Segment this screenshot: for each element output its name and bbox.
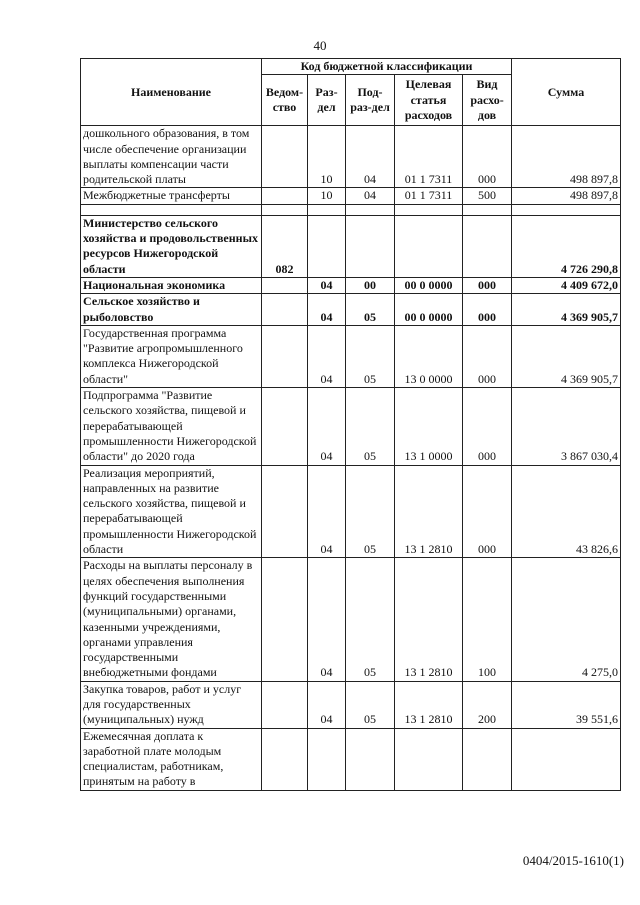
row-podrazdel: 05 (346, 325, 395, 387)
table-row (81, 188, 621, 204)
row-razdel: 04 (308, 325, 346, 387)
row-ved (262, 558, 308, 681)
row-celevaya: 01 1 7311 (395, 126, 463, 188)
row-vid: 000 (463, 325, 512, 387)
row-sum: 4 409 672,0 (512, 277, 621, 293)
row-sum: 4 369 905,7 (512, 325, 621, 387)
row-vid: 500 (463, 188, 512, 204)
row-ved (262, 325, 308, 387)
row-ved (262, 388, 308, 465)
row-name: Закупка товаров, работ и услуг для государственных (муниципальных) нужд (81, 681, 262, 728)
row-ved (262, 465, 308, 558)
header-razdel: Раз-дел (308, 75, 346, 126)
row-vid: 000 (463, 465, 512, 558)
row-razdel: 04 (308, 681, 346, 728)
header-celevaya: Целевая статья расходов (395, 75, 463, 126)
row-celevaya: 13 1 0000 (395, 388, 463, 465)
row-name: Государственная программа "Развитие агропромышленного комплекса Нижегородской области" (81, 325, 262, 387)
header-vid: Вид расхо-дов (463, 75, 512, 126)
row-ved (262, 294, 308, 326)
row-name: Реализация мероприятий, направленных на развитие сельского хозяйства, пищевой и перерабатывающей промышленности Нижегородской области (81, 465, 262, 558)
row-sum: 39 551,6 (512, 681, 621, 728)
row-celevaya (395, 728, 463, 790)
row-celevaya: 13 0 0000 (395, 325, 463, 387)
header-name: Наименование (81, 59, 262, 126)
header-row-top (81, 59, 621, 75)
row-razdel: 04 (308, 558, 346, 681)
row-name: Ежемесячная доплата к заработной плате молодым специалистам, работникам, принятым на работу в (81, 728, 262, 790)
row-ved: 082 (262, 215, 308, 277)
header-sum: Сумма (512, 59, 621, 126)
row-sum: 498 897,8 (512, 126, 621, 188)
row-name: Национальная экономика (81, 277, 262, 293)
row-ved (262, 728, 308, 790)
table-row (81, 681, 621, 728)
row-vid: 000 (463, 388, 512, 465)
row-vid: 000 (463, 294, 512, 326)
row-podrazdel: 04 (346, 188, 395, 204)
row-vid: 000 (463, 126, 512, 188)
row-podrazdel: 05 (346, 465, 395, 558)
page-number: 40 (313, 38, 327, 53)
row-sum: 4 726 290,8 (512, 215, 621, 277)
row-razdel: 04 (308, 388, 346, 465)
row-podrazdel: 00 (346, 277, 395, 293)
row-name: Сельское хозяйство и рыболовство (81, 294, 262, 326)
row-podrazdel (346, 728, 395, 790)
row-ved (262, 681, 308, 728)
row-sum: 43 826,6 (512, 465, 621, 558)
row-vid (463, 215, 512, 277)
row-name: дошкольного образования, в том числе обеспечение организации выплаты компенсации части родительской платы (81, 126, 262, 188)
header-classification-group: Код бюджетной классификации (262, 59, 512, 75)
row-razdel: 10 (308, 188, 346, 204)
spacer-row (81, 204, 621, 215)
row-sum: 4 369 905,7 (512, 294, 621, 326)
row-podrazdel: 05 (346, 294, 395, 326)
row-razdel (308, 728, 346, 790)
row-name: Подпрограмма "Развитие сельского хозяйства, пищевой и перерабатывающей промышленности Нижегородской области" до 2020 года (81, 388, 262, 465)
header-vedomstvo: Ведом-ство (262, 75, 308, 126)
table-row (81, 325, 621, 387)
row-sum: 4 275,0 (512, 558, 621, 681)
row-podrazdel: 04 (346, 126, 395, 188)
row-podrazdel (346, 215, 395, 277)
row-celevaya: 13 1 2810 (395, 681, 463, 728)
row-celevaya: 00 0 0000 (395, 277, 463, 293)
row-razdel (308, 215, 346, 277)
row-ved (262, 188, 308, 204)
row-ved (262, 277, 308, 293)
table-row (81, 126, 621, 188)
row-razdel: 04 (308, 294, 346, 326)
table-row (81, 215, 621, 277)
row-vid: 100 (463, 558, 512, 681)
row-razdel: 04 (308, 465, 346, 558)
row-podrazdel: 05 (346, 681, 395, 728)
table-row (81, 465, 621, 558)
budget-table (80, 58, 621, 791)
row-celevaya: 00 0 0000 (395, 294, 463, 326)
table-row (81, 388, 621, 465)
table-row (81, 558, 621, 681)
row-name: Расходы на выплаты персоналу в целях обеспечения выполнения функций государственными (муниципальными) органами, казенными учреждениями, органами управления государственными внебюджетными фондами (81, 558, 262, 681)
row-vid: 000 (463, 277, 512, 293)
row-celevaya: 13 1 2810 (395, 558, 463, 681)
row-ved (262, 126, 308, 188)
row-celevaya: 01 1 7311 (395, 188, 463, 204)
row-vid (463, 728, 512, 790)
row-celevaya (395, 215, 463, 277)
row-sum: 3 867 030,4 (512, 388, 621, 465)
row-sum: 498 897,8 (512, 188, 621, 204)
document-code: 0404/2015-1610(1) (522, 853, 624, 868)
row-name: Межбюджетные трансферты (81, 188, 262, 204)
row-podrazdel: 05 (346, 558, 395, 681)
row-razdel: 10 (308, 126, 346, 188)
table-row (81, 728, 621, 790)
header-podrazdel: Под-раз-дел (346, 75, 395, 126)
table-row (81, 294, 621, 326)
row-vid: 200 (463, 681, 512, 728)
row-name: Министерство сельского хозяйства и продовольственных ресурсов Нижегородской области (81, 215, 262, 277)
row-celevaya: 13 1 2810 (395, 465, 463, 558)
row-sum (512, 728, 621, 790)
row-podrazdel: 05 (346, 388, 395, 465)
table-row (81, 277, 621, 293)
row-razdel: 04 (308, 277, 346, 293)
